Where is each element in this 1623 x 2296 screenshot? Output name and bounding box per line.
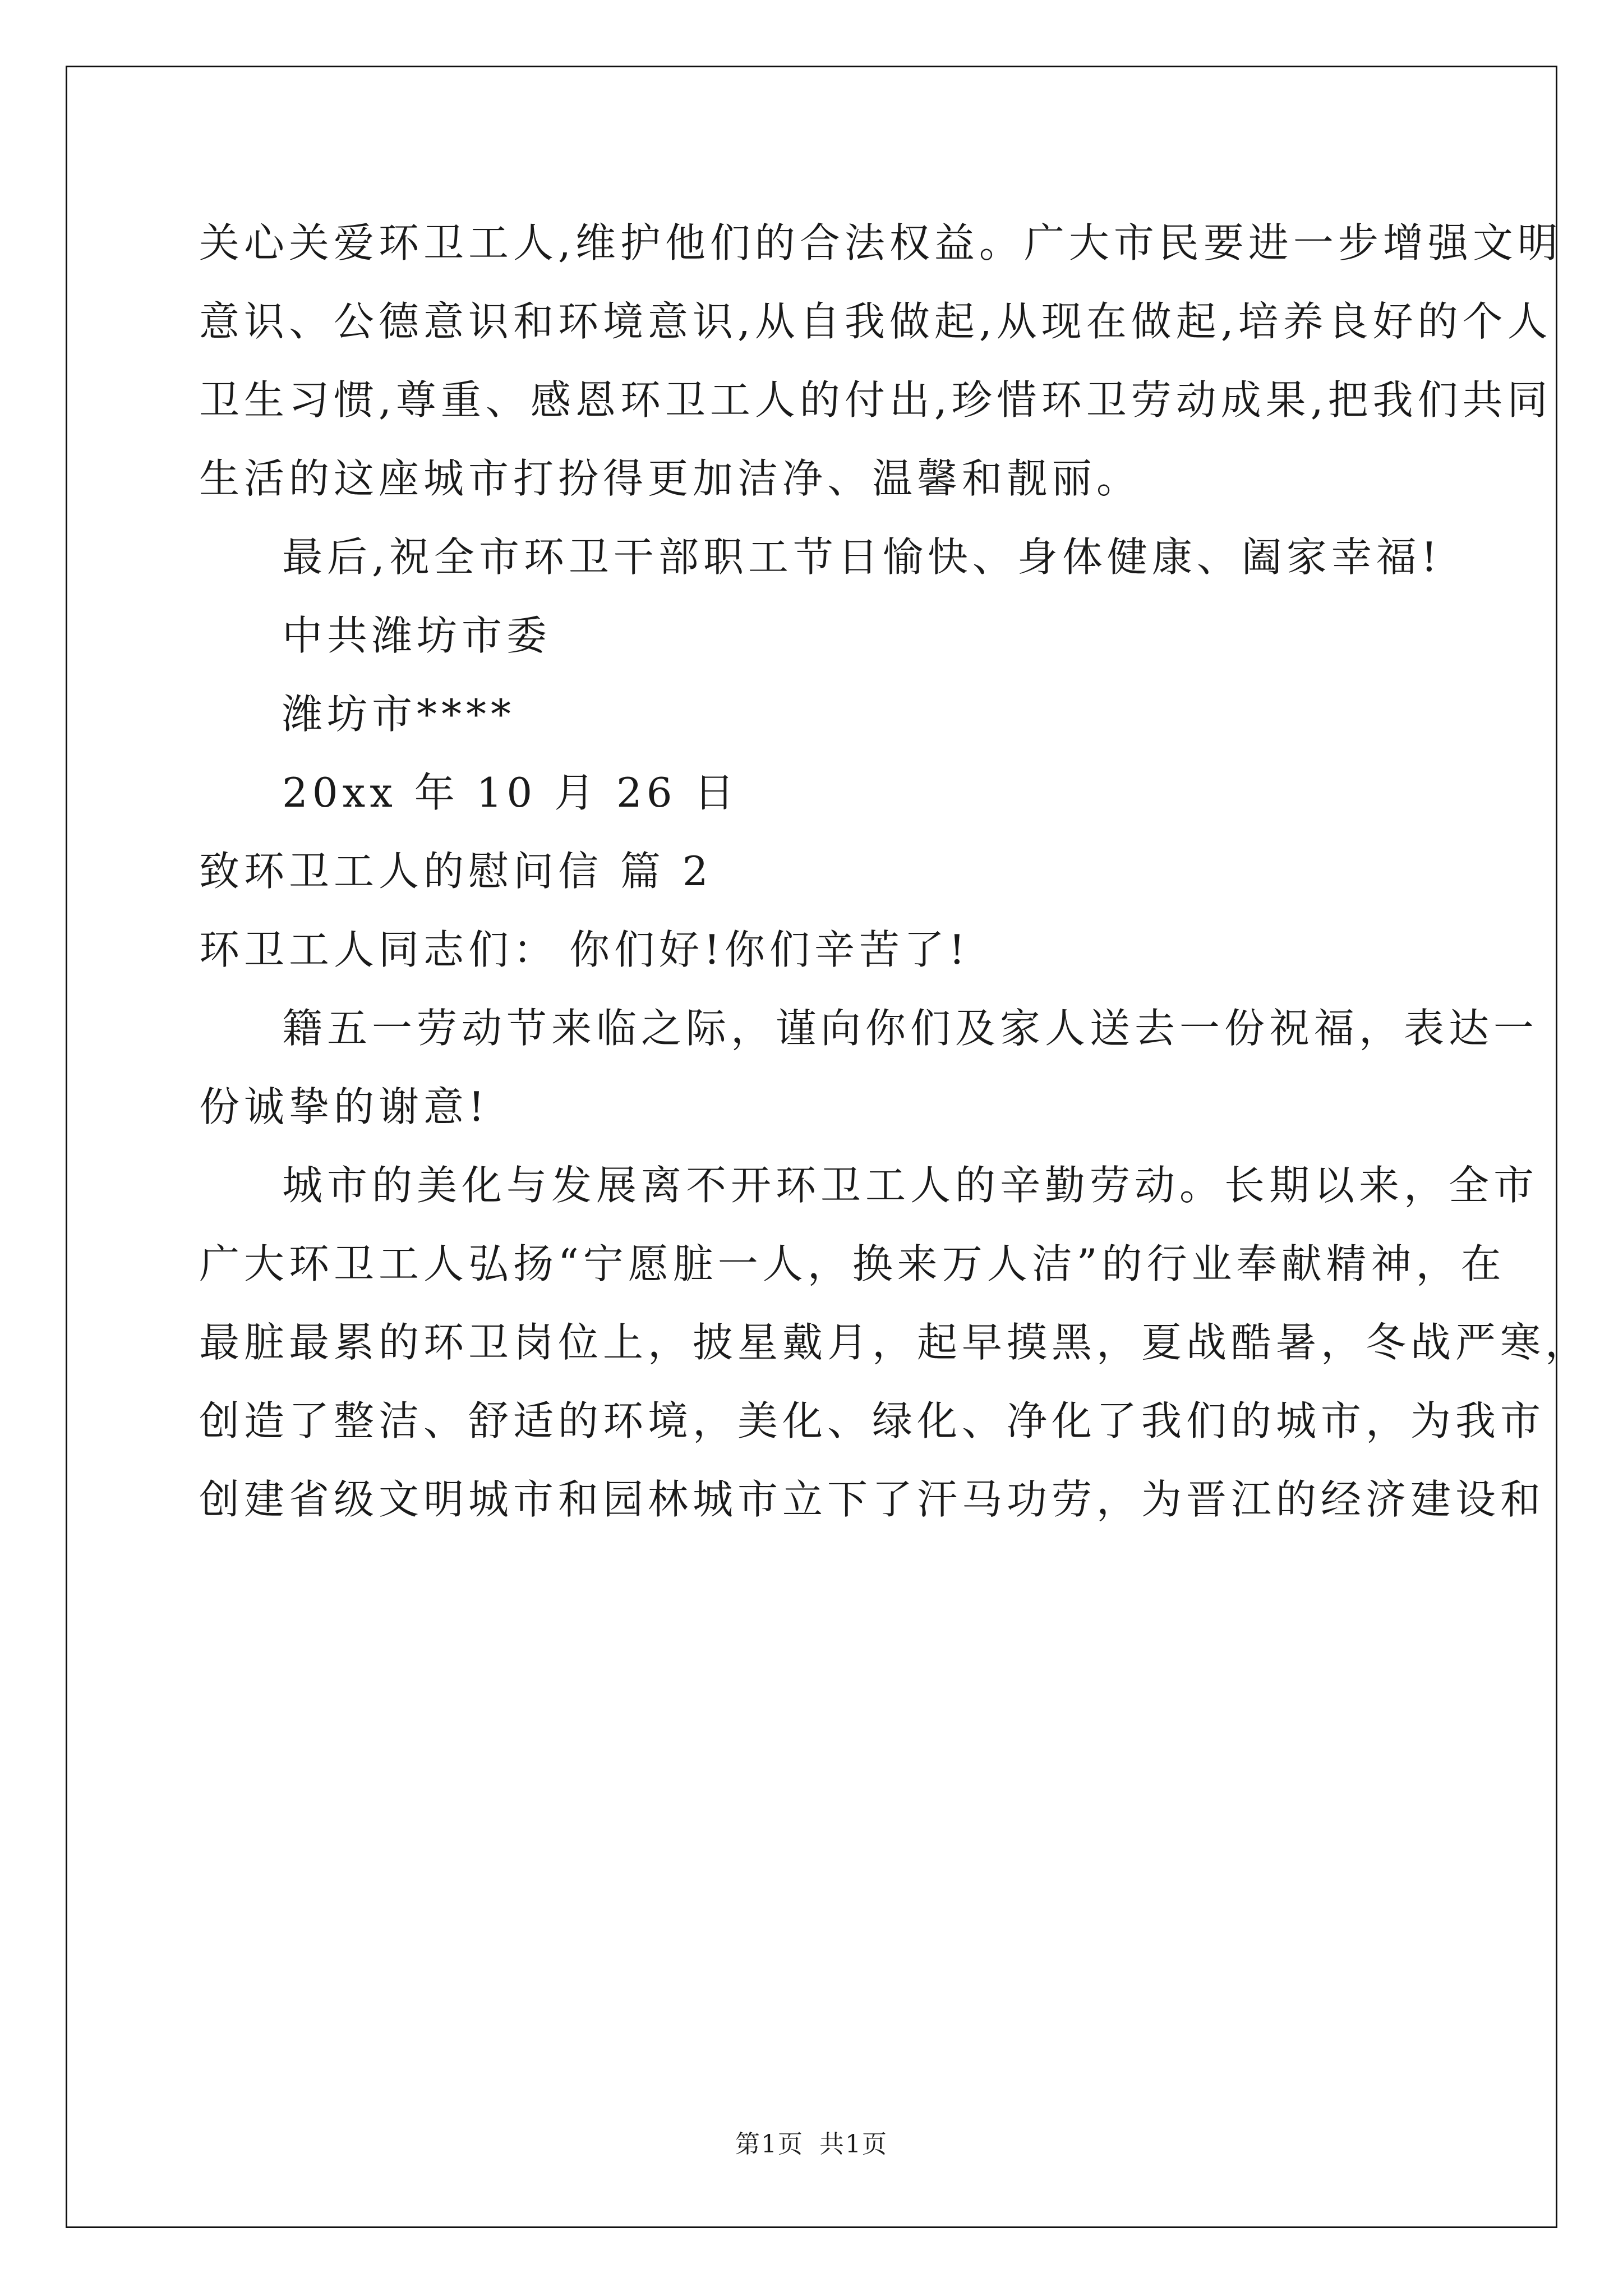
paragraph-1-line-2: 份诚挚的谢意! (199, 1083, 489, 1130)
greeting: 你们好!你们辛苦了! (569, 926, 970, 973)
paragraph-2-line-3: 最脏最累的环卫岗位上，披星戴月，起早摸黑，夏战酷暑，冬战严寒， (199, 1319, 1590, 1366)
page-number: 第1页 (735, 2130, 804, 2159)
paragraph-1-line-1: 籍五一劳动节来临之际，谨向你们及家人送去一份祝福，表达一 (282, 1005, 1539, 1052)
body-line-1: 关心关爱环卫工人,维护他们的合法权益。广大市民要进一步增强文明 (199, 219, 1562, 266)
paragraph-2-line-1: 城市的美化与发展离不开环卫工人的辛勤劳动。长期以来，全市 (282, 1162, 1539, 1209)
section-heading: 致环卫工人的慰问信 篇 2 (199, 848, 713, 895)
signature-org-2: 潍坊市**** (282, 691, 516, 738)
paragraph-2-line-2: 广大环卫工人弘扬“宁愿脏一人，换来万人洁”的行业奉献精神，在 (199, 1240, 1506, 1287)
closing-greeting: 最后,祝全市环卫干部职工节日愉快、身体健康、阖家幸福! (282, 533, 1442, 581)
salutation-line (199, 923, 970, 977)
paragraph-2-line-5: 创建省级文明城市和园林城市立下了汗马功劳，为晋江的经济建设和 (199, 1476, 1546, 1523)
body-line-2: 意识、公德意识和环境意识,从自我做起,从现在做起,培养良好的个人 (199, 298, 1552, 345)
body-line-4: 生活的这座城市打扮得更加洁净、温馨和靓丽。 (199, 455, 1142, 502)
paragraph-2-line-4: 创造了整洁、舒适的环境，美化、绿化、净化了我们的城市，为我市 (199, 1397, 1546, 1444)
signature-date: 20xx 年 10 月 26 日 (282, 769, 739, 816)
salutation: 环卫工人同志们： (199, 926, 559, 973)
signature-org-1: 中共潍坊市委 (282, 612, 552, 659)
page-total: 共1页 (819, 2130, 888, 2159)
body-line-3: 卫生习惯,尊重、感恩环卫工人的付出,珍惜环卫劳动成果,把我们共同 (199, 376, 1552, 424)
page-footer (0, 2129, 1623, 2160)
